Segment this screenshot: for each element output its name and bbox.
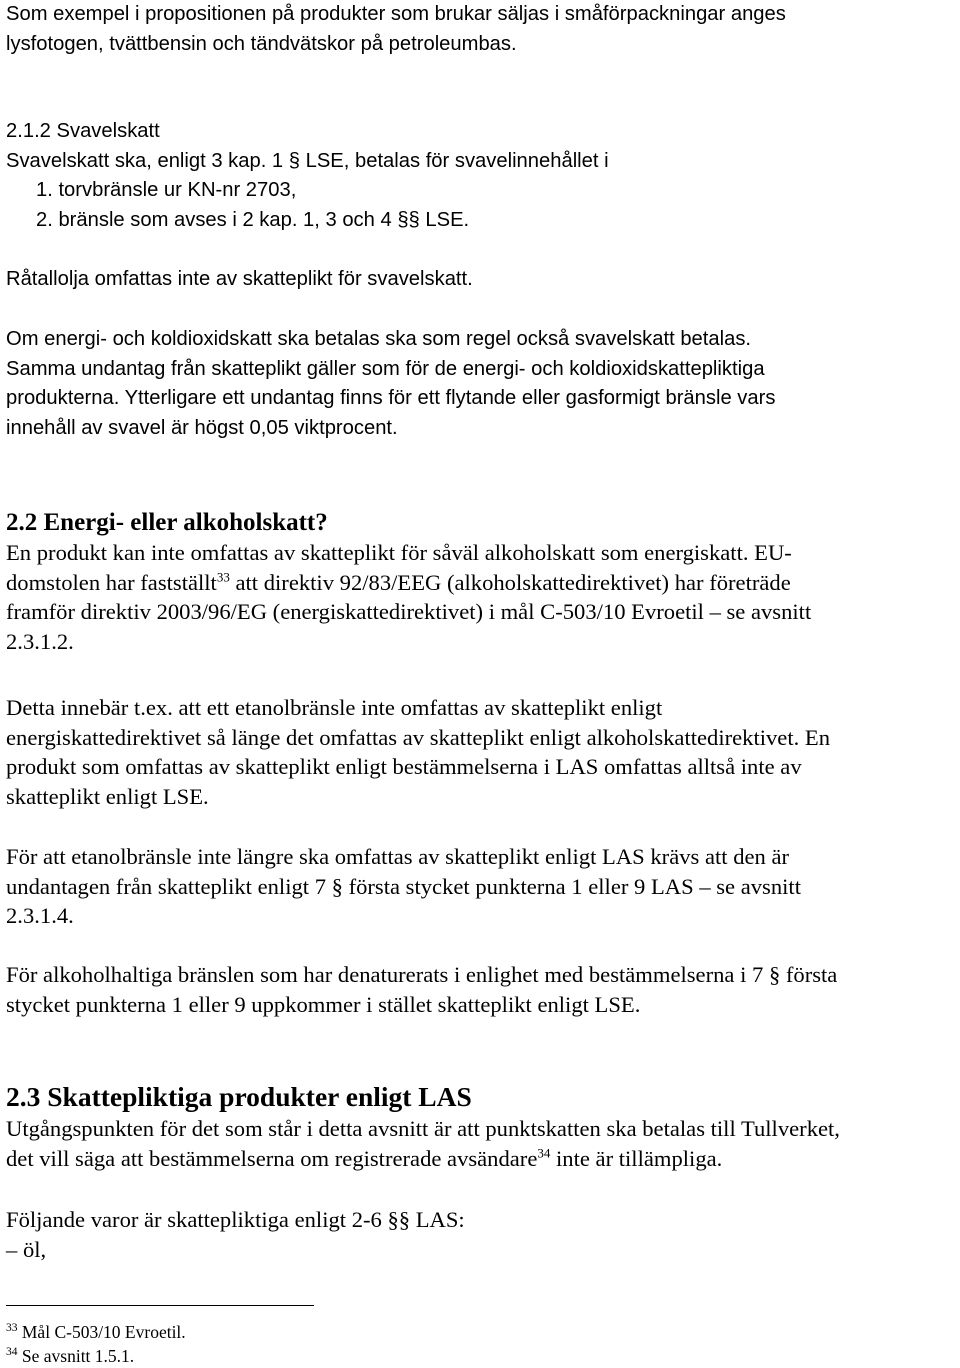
text-line: framför direktiv 2003/96/EG (energiskattedirektivet) i mål C-503/10 Evroetil – se avsnitt	[6, 599, 812, 624]
text-line: Detta innebär t.ex. att ett etanolbränsle inte omfattas av skatteplikt enligt	[6, 695, 663, 720]
text-line: innehåll av svavel är högst 0,05 viktprocent.	[6, 416, 398, 439]
text-line: 2.3.1.4.	[6, 903, 74, 928]
document-page	[6, 0, 956, 1366]
text-line	[6, 1144, 956, 1174]
section-heading: 2.2 Energi- eller alkoholskatt?	[6, 509, 328, 536]
text-line: Svavelskatt ska, enligt 3 kap. 1 § LSE, betalas för svavelinnehållet i	[6, 149, 609, 172]
text-line: skatteplikt enligt LSE.	[6, 783, 209, 809]
list-item: 1. torvbränsle ur KN-nr 2703,	[36, 179, 297, 201]
footnote-ref: 34	[537, 1144, 551, 1160]
section-heading: 2.1.2 Svavelskatt	[6, 120, 160, 142]
las-section	[6, 1080, 956, 1173]
footnote-divider	[6, 1305, 314, 1306]
text-line: Samma undantag från skatteplikt gäller som för de energi- och koldioxidskattepliktiga	[6, 357, 765, 380]
footnote-text: Mål C-503/10 Evroetil.	[17, 1322, 186, 1342]
text-line: För alkoholhaltiga bränslen som har denaturerats i enlighet med bestämmelserna i 7 § första	[6, 962, 838, 987]
list-item: 2. bränsle som avses i 2 kap. 1, 3 och 4 §§ LSE.	[36, 208, 470, 231]
footnote-number: 34	[6, 1346, 18, 1359]
text-line: 2.3.1.2.	[6, 628, 74, 654]
foljande-paragraph	[6, 1205, 956, 1264]
text-line: För att etanolbränsle inte längre ska omfattas av skatteplikt enligt LAS krävs att den är	[6, 844, 790, 869]
text-line: produkt som omfattas av skatteplikt enligt bestämmelserna i LAS omfattas alltså inte av	[6, 754, 802, 779]
text-line: En produkt kan inte omfattas av skatteplikt för såväl alkoholskatt som energiskatt. EU-	[6, 540, 792, 565]
detta-paragraph	[6, 693, 956, 811]
text-line: undantagen från skatteplikt enligt 7 § första stycket punkterna 1 eller 9 LAS – se avsnitt	[6, 873, 801, 899]
alkohol-paragraph	[6, 960, 956, 1019]
text-line: energiskattedirektivet så länge det omfattas av skatteplikt enligt alkoholskattedirektivet. En	[6, 724, 831, 750]
list-item: – öl,	[6, 1236, 47, 1262]
text-fragment: inte är tillämpliga.	[550, 1145, 723, 1171]
footnotes	[6, 1320, 956, 1368]
text-line: stycket punkterna 1 eller 9 uppkommer i stället skatteplikt enligt LSE.	[6, 991, 641, 1017]
text-line: Om energi- och koldioxidskatt ska betalas ska som regel också svavelskatt betalas.	[6, 328, 752, 350]
footnote-text: Se avsnitt 1.5.1.	[17, 1346, 135, 1366]
footnote-number: 33	[6, 1322, 18, 1335]
text-line: Som exempel i propositionen på produkter som brukar säljas i småförpackningar anges	[6, 3, 786, 25]
text-line: Råtallolja omfattas inte av skatteplikt för svavelskatt.	[6, 268, 473, 290]
text-line: produkterna. Ytterligare ett undantag finns för ett flytande eller gasformigt bränsle vars	[6, 387, 776, 409]
footnote	[6, 1344, 956, 1368]
energi-section	[6, 508, 956, 656]
etanol-paragraph	[6, 842, 956, 931]
ratallolja-paragraph	[6, 265, 956, 295]
regel-paragraph	[6, 325, 956, 443]
text-fragment: att direktiv 92/83/EEG (alkoholskattedirektivet) har företräde	[229, 569, 791, 595]
text-line: Följande varor är skattepliktiga enligt 2-6 §§ LAS:	[6, 1207, 465, 1232]
intro-paragraph	[6, 0, 956, 59]
text-fragment: domstolen har fastställt	[6, 569, 217, 595]
text-line: lysfotogen, tvättbensin och tändvätskor på petroleumbas.	[6, 32, 517, 55]
svavelskatt-section	[6, 117, 956, 235]
text-fragment: det vill säga att bestämmelserna om registrerade avsändare	[6, 1145, 538, 1171]
text-line: Utgångspunkten för det som står i detta avsnitt är att punktskatten ska betalas till Tullverket,	[6, 1116, 840, 1141]
footnote-ref: 33	[216, 568, 230, 584]
text-line	[6, 568, 956, 598]
footnote	[6, 1320, 956, 1344]
section-heading: 2.3 Skattepliktiga produkter enligt LAS	[6, 1081, 472, 1112]
